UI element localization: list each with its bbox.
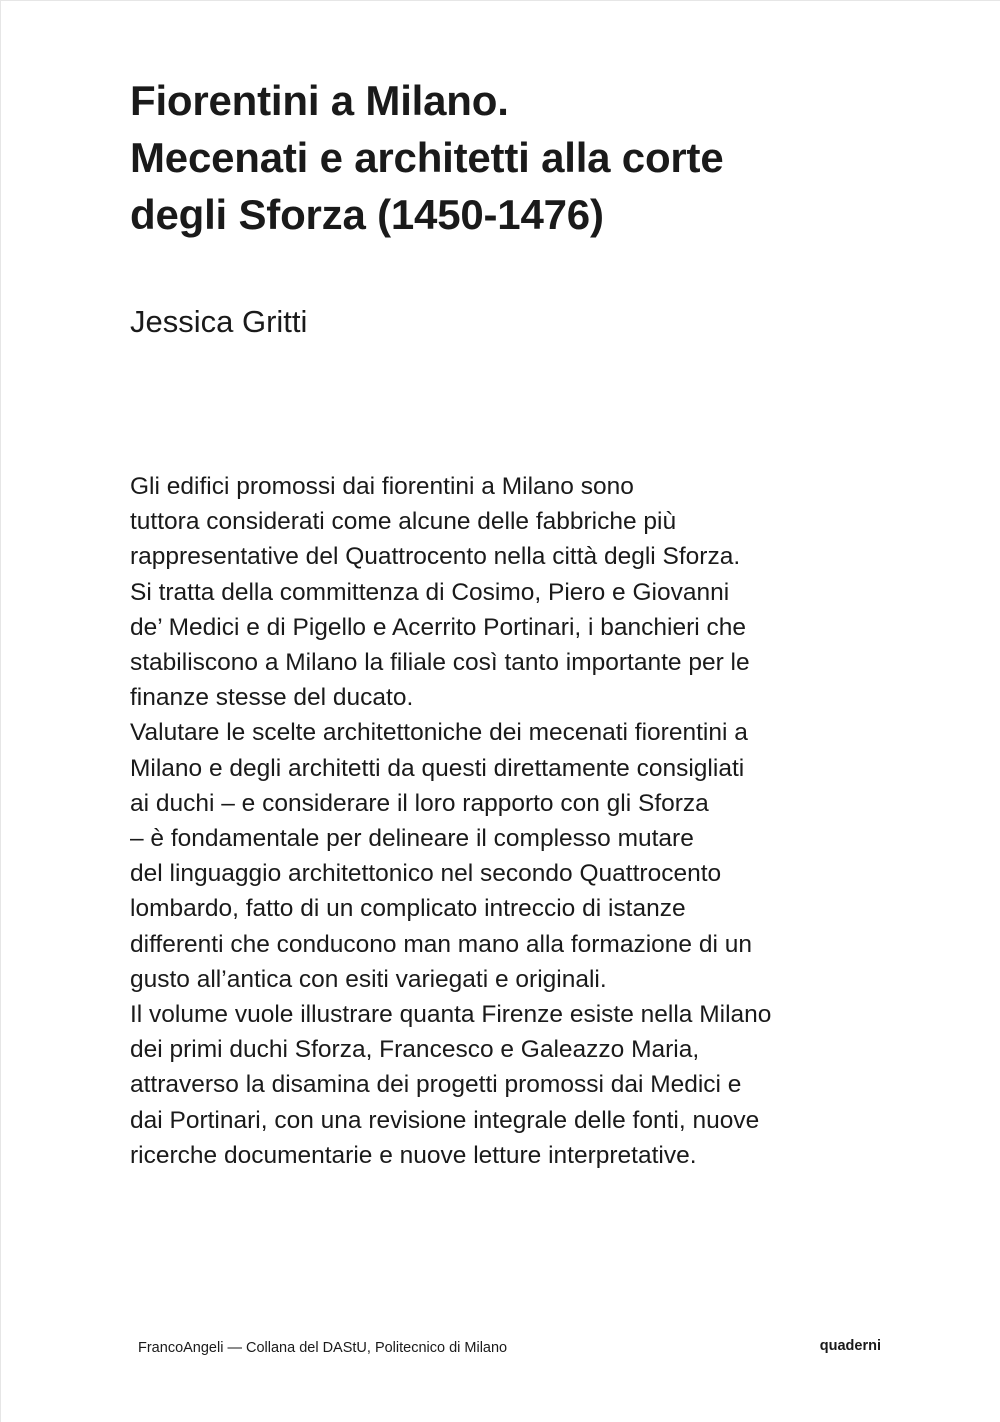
description-line: finanze stesse del ducato. [130,684,414,712]
book-title [130,72,930,243]
page-border-left [0,0,1,1422]
publisher-series: FrancoAngeli — Collana del DAStU, Politecnico di Milano [138,1340,508,1356]
description-line: del linguaggio architettonico nel secondo Quattrocento [130,860,722,888]
title-line-1: Fiorentini a Milano. [130,77,509,124]
page-border-top [0,0,1000,1]
description-line: ai duchi – e considerare il loro rapporto con gli Sforza [130,789,709,817]
book-description [130,469,890,1173]
description-line: lombardo, fatto di un complicato intreccio di istanze [130,895,686,923]
description-line: dei primi duchi Sforza, Francesco e Galeazzo Maria, [130,1036,700,1064]
title-line-2: Mecenati e architetti alla corte [130,134,724,181]
title-line-3: degli Sforza (1450-1476) [130,191,604,238]
description-line: gusto all’antica con esiti variegati e originali. [130,965,607,993]
description-line: Gli edifici promossi dai fiorentini a Milano sono [130,473,634,500]
description-line: Si tratta della committenza di Cosimo, Piero e Giovanni [130,578,730,606]
description-line: dai Portinari, con una revisione integrale delle fonti, nuove [130,1106,760,1134]
author-name: Jessica Gritti [130,304,308,339]
description-line: tuttora considerati come alcune delle fabbriche più [130,508,677,536]
description-line: rappresentative del Quattrocento nella città degli Sforza. [130,543,741,571]
series-label: quaderni [819,1338,881,1354]
description-line: Valutare le scelte architettoniche dei mecenati fiorentini a [130,719,748,747]
description-line: de’ Medici e di Pigello e Acerrito Portinari, i banchieri che [130,613,746,641]
description-line: stabiliscono a Milano la filiale così tanto importante per le [130,649,750,677]
description-line: differenti che conducono man mano alla formazione di un [130,930,752,958]
description-line: Il volume vuole illustrare quanta Firenze esiste nella Milano [130,1001,772,1029]
description-line: – è fondamentale per delineare il complesso mutare [130,825,694,853]
description-line: ricerche documentarie e nuove letture interpretative. [130,1141,697,1169]
description-line: attraverso la disamina dei progetti promossi dai Medici e [130,1071,742,1099]
description-line: Milano e degli architetti da questi direttamente consigliati [130,754,745,782]
